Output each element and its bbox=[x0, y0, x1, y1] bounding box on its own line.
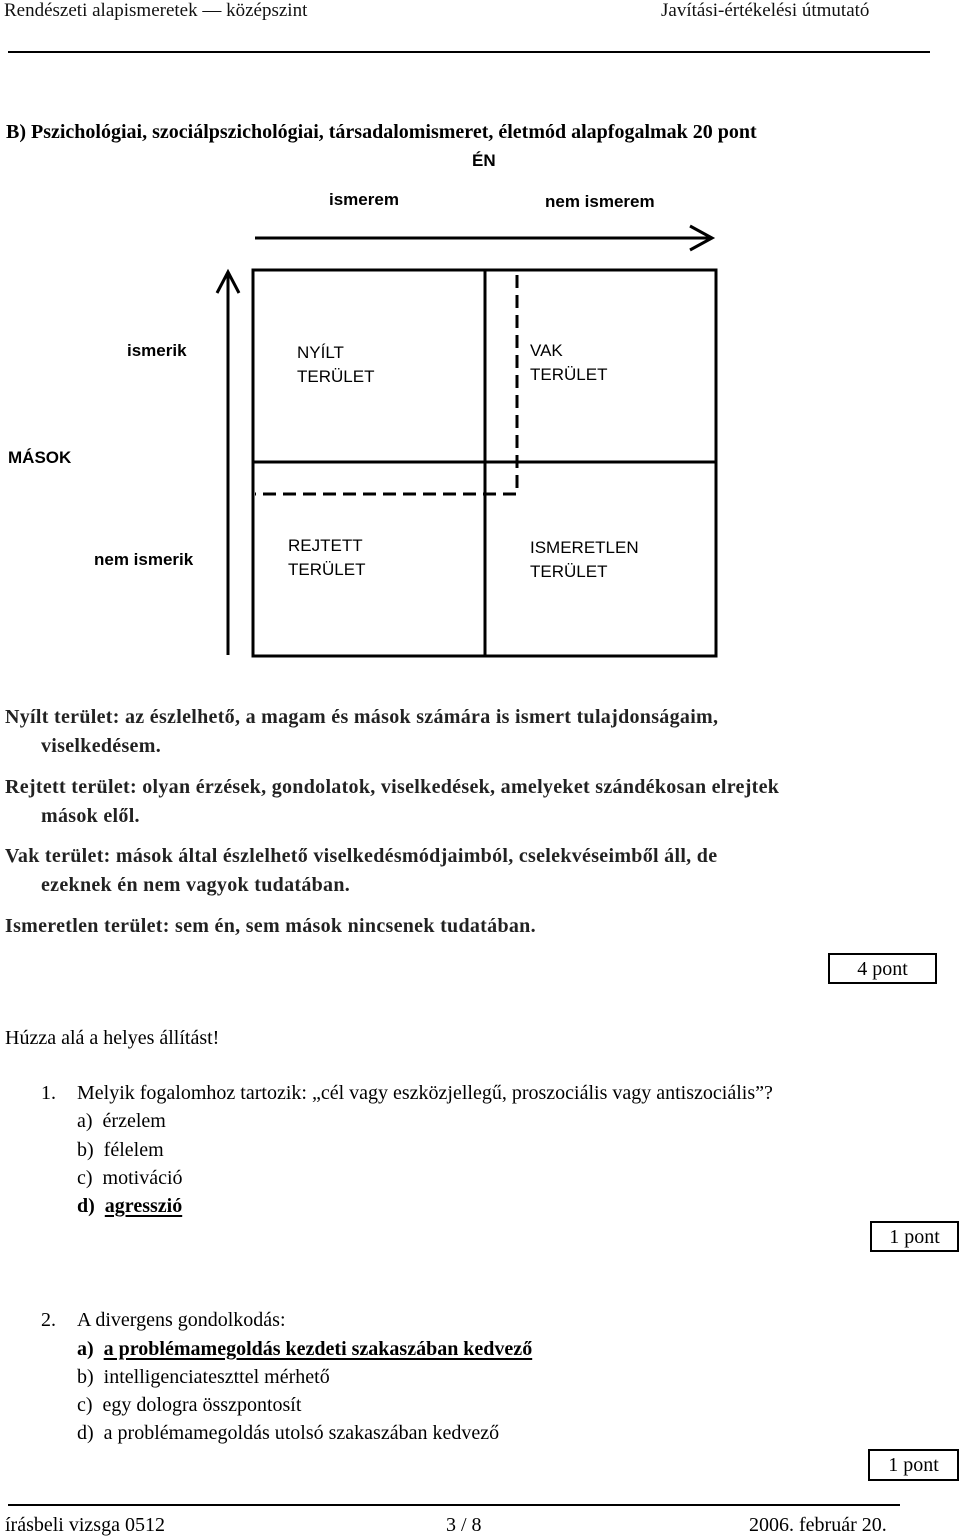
q1-number: 1. bbox=[41, 1082, 56, 1104]
def-nyilt: Nyílt terület: az észlelhető, a magam és mások számára is ismert tulajdonságaim, bbox=[5, 706, 719, 728]
points-box-q2: 1 pont bbox=[868, 1449, 959, 1481]
cell-nyilt: NYÍLT TERÜLET bbox=[297, 343, 375, 386]
cell-rejtett: REJTETT TERÜLET bbox=[288, 536, 366, 579]
vertical-arrow-icon bbox=[217, 272, 239, 655]
label-ismerem: ismerem bbox=[329, 190, 399, 209]
q1-option-d-correct[interactable]: d) agresszió bbox=[77, 1195, 183, 1217]
label-masok: MÁSOK bbox=[8, 448, 72, 467]
section-title: B) Pszichológiai, szociálpszichológiai, társadalomismeret, életmód alapfogalmak 20 pont bbox=[6, 121, 757, 143]
points-box-4: 4 pont bbox=[828, 953, 937, 984]
def-nyilt-cont: viselkedésem. bbox=[41, 735, 161, 757]
q2-option-c[interactable]: c) egy dologra összpontosít bbox=[77, 1394, 302, 1416]
label-en: ÉN bbox=[472, 151, 496, 170]
footer-left: írásbeli vizsga 0512 bbox=[5, 1514, 165, 1536]
def-ismeretlen: Ismeretlen terület: sem én, sem mások nincsenek tudatában. bbox=[5, 915, 536, 937]
label-nem-ismerik: nem ismerik bbox=[94, 550, 194, 569]
diagram-lines bbox=[0, 0, 960, 680]
header-left: Rendészeti alapismeretek — középszint bbox=[4, 0, 308, 21]
header-right: Javítási-értékelési útmutató bbox=[661, 0, 870, 21]
q2-option-a-correct[interactable]: a) a problémamegoldás kezdeti szakaszában kedvező bbox=[77, 1338, 533, 1360]
label-ismerik: ismerik bbox=[127, 341, 187, 360]
label-nem-ismerem: nem ismerem bbox=[545, 192, 655, 211]
instruction: Húzza alá a helyes állítást! bbox=[5, 1027, 220, 1049]
q1-option-b[interactable]: b) félelem bbox=[77, 1139, 164, 1161]
q1-text: Melyik fogalomhoz tartozik: „cél vagy eszközjellegű, proszociális vagy antiszociális”? bbox=[77, 1082, 773, 1104]
q2-text: A divergens gondolkodás: bbox=[77, 1309, 286, 1331]
q2-option-b[interactable]: b) intelligenciateszttel mérhető bbox=[77, 1366, 330, 1388]
footer-date: 2006. február 20. bbox=[749, 1514, 887, 1536]
q1-option-a[interactable]: a) érzelem bbox=[77, 1110, 166, 1132]
cell-ismeretlen: ISMERETLEN TERÜLET bbox=[530, 538, 639, 581]
cell-vak: VAK TERÜLET bbox=[530, 341, 608, 384]
def-rejtett-cont: mások elől. bbox=[41, 805, 140, 827]
points-box-q1: 1 pont bbox=[870, 1221, 959, 1252]
def-rejtett: Rejtett terület: olyan érzések, gondolatok, viselkedések, amelyeket szándékosan elrejtek bbox=[5, 776, 780, 798]
footer-page: 3 / 8 bbox=[446, 1514, 482, 1536]
def-vak-cont: ezeknek én nem vagyok tudatában. bbox=[41, 874, 351, 896]
def-vak: Vak terület: mások által észlelhető viselkedésmódjaimból, cselekvéseimből áll, de bbox=[5, 845, 718, 867]
q2-number: 2. bbox=[41, 1309, 56, 1331]
footer-rule bbox=[8, 1504, 900, 1506]
horizontal-arrow-icon bbox=[255, 226, 712, 250]
q1-option-c[interactable]: c) motiváció bbox=[77, 1167, 183, 1189]
q2-option-d[interactable]: d) a problémamegoldás utolsó szakaszában kedvező bbox=[77, 1422, 500, 1444]
